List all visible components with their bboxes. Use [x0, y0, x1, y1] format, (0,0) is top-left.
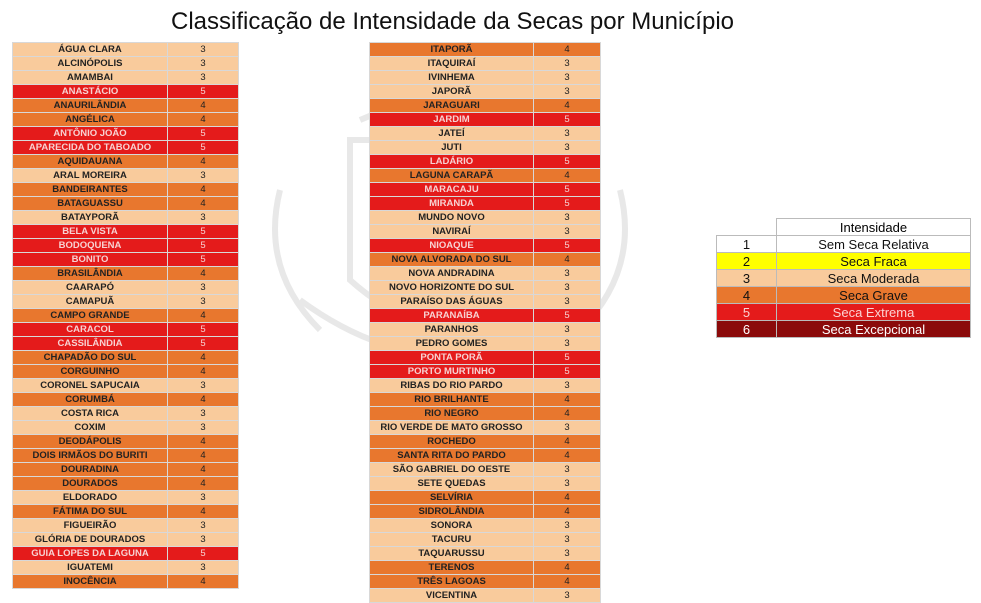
table-row: [370, 253, 601, 267]
intensity-value: 4: [534, 575, 601, 589]
municipality-name: PORTO MURTINHO: [370, 365, 534, 379]
municipality-name: LAGUNA CARAPÃ: [370, 169, 534, 183]
intensity-value: 4: [534, 435, 601, 449]
table-row: [13, 197, 239, 211]
municipality-name: ARAL MOREIRA: [13, 169, 168, 183]
municipality-name: DEODÁPOLIS: [13, 435, 168, 449]
table-row: [13, 393, 239, 407]
table-row: [13, 225, 239, 239]
table-row: [370, 547, 601, 561]
intensity-value: 3: [534, 589, 601, 603]
table-row: [370, 99, 601, 113]
intensity-value: 5: [534, 113, 601, 127]
municipality-name: CHAPADÃO DO SUL: [13, 351, 168, 365]
municipality-name: NAVIRAÍ: [370, 225, 534, 239]
table-row: [13, 155, 239, 169]
legend-label: Seca Moderada: [777, 270, 971, 287]
intensity-value: 4: [168, 477, 239, 491]
intensity-value: 5: [534, 365, 601, 379]
municipality-name: ELDORADO: [13, 491, 168, 505]
municipality-name: IGUATEMI: [13, 561, 168, 575]
table-row: [370, 435, 601, 449]
table-row: [13, 575, 239, 589]
table-row: [370, 211, 601, 225]
intensity-value: 3: [534, 225, 601, 239]
table-row: [370, 533, 601, 547]
intensity-value: 5: [534, 351, 601, 365]
intensity-value: 3: [534, 337, 601, 351]
municipality-name: TRÊS LAGOAS: [370, 575, 534, 589]
table-row: [13, 519, 239, 533]
intensity-value: 4: [534, 99, 601, 113]
municipality-name: GUIA LOPES DA LAGUNA: [13, 547, 168, 561]
municipality-name: CASSILÂNDIA: [13, 337, 168, 351]
table-row: [13, 491, 239, 505]
municipality-name: COSTA RICA: [13, 407, 168, 421]
municipality-name: BRASILÂNDIA: [13, 267, 168, 281]
municipality-name: BANDEIRANTES: [13, 183, 168, 197]
table-row: [370, 197, 601, 211]
intensity-value: 3: [534, 127, 601, 141]
municipality-name: CORONEL SAPUCAIA: [13, 379, 168, 393]
intensity-value: 4: [168, 393, 239, 407]
table-row: [13, 309, 239, 323]
table-row: [13, 477, 239, 491]
table-row: [370, 239, 601, 253]
municipality-name: PARANHOS: [370, 323, 534, 337]
municipality-name: INOCÊNCIA: [13, 575, 168, 589]
municipality-name: RIO BRILHANTE: [370, 393, 534, 407]
table-row: [13, 169, 239, 183]
intensity-value: 4: [534, 407, 601, 421]
table-row: [13, 99, 239, 113]
municipality-name: JARDIM: [370, 113, 534, 127]
municipality-name: CORGUINHO: [13, 365, 168, 379]
table-row: [13, 57, 239, 71]
table-row: [13, 295, 239, 309]
table-row: [370, 337, 601, 351]
legend-value: 6: [717, 321, 777, 338]
municipality-name: NOVA ANDRADINA: [370, 267, 534, 281]
legend-header-blank: [717, 219, 777, 236]
municipality-name: TAQUARUSSU: [370, 547, 534, 561]
intensity-value: 3: [534, 463, 601, 477]
municipality-name: NOVO HORIZONTE DO SUL: [370, 281, 534, 295]
legend-value: 1: [717, 236, 777, 253]
municipality-name: DOIS IRMÃOS DO BURITI: [13, 449, 168, 463]
legend-value: 2: [717, 253, 777, 270]
intensity-value: 5: [534, 183, 601, 197]
municipality-name: ALCINÓPOLIS: [13, 57, 168, 71]
municipality-name: PONTA PORÃ: [370, 351, 534, 365]
intensity-value: 4: [534, 449, 601, 463]
intensity-value: 4: [534, 561, 601, 575]
municipality-name: JATEÍ: [370, 127, 534, 141]
table-row: [370, 575, 601, 589]
intensity-value: 3: [168, 491, 239, 505]
municipality-name: ANASTÁCIO: [13, 85, 168, 99]
municipality-name: GLÓRIA DE DOURADOS: [13, 533, 168, 547]
municipality-name: ROCHEDO: [370, 435, 534, 449]
table-row: [370, 225, 601, 239]
legend-label: Sem Seca Relativa: [777, 236, 971, 253]
legend-row: [717, 270, 971, 287]
municipality-name: ITAQUIRAÍ: [370, 57, 534, 71]
table-row: [13, 239, 239, 253]
table-row: [370, 505, 601, 519]
municipality-name: PARAÍSO DAS ÁGUAS: [370, 295, 534, 309]
intensity-value: 4: [168, 463, 239, 477]
legend-label: Seca Fraca: [777, 253, 971, 270]
table-row: [370, 43, 601, 57]
legend-label: Seca Extrema: [777, 304, 971, 321]
intensity-value: 4: [534, 43, 601, 57]
municipality-name: NOVA ALVORADA DO SUL: [370, 253, 534, 267]
table-row: [13, 43, 239, 57]
intensity-value: 3: [168, 519, 239, 533]
municipality-name: FIGUEIRÃO: [13, 519, 168, 533]
intensity-value: 5: [168, 337, 239, 351]
table-row: [13, 253, 239, 267]
intensity-value: 4: [534, 253, 601, 267]
municipality-name: BODOQUENA: [13, 239, 168, 253]
municipality-name: LADÁRIO: [370, 155, 534, 169]
intensity-value: 3: [168, 561, 239, 575]
table-row: [13, 281, 239, 295]
intensity-value: 4: [534, 505, 601, 519]
legend-value: 5: [717, 304, 777, 321]
municipality-name: CAARAPÓ: [13, 281, 168, 295]
table-row: [13, 337, 239, 351]
municipality-name: TERENOS: [370, 561, 534, 575]
intensity-value: 4: [168, 309, 239, 323]
table-row: [370, 141, 601, 155]
table-row: [13, 561, 239, 575]
intensity-value: 4: [534, 393, 601, 407]
legend-row: [717, 304, 971, 321]
table-row: [13, 421, 239, 435]
table-row: [370, 519, 601, 533]
table-row: [13, 505, 239, 519]
table-row: [370, 169, 601, 183]
table-row: [13, 71, 239, 85]
intensity-value: 3: [168, 71, 239, 85]
intensity-value: 4: [168, 365, 239, 379]
municipality-name: TACURU: [370, 533, 534, 547]
intensity-value: 4: [534, 491, 601, 505]
intensity-value: 3: [534, 547, 601, 561]
table-row: [13, 85, 239, 99]
table-row: [370, 379, 601, 393]
table-row: [13, 449, 239, 463]
table-row: [13, 365, 239, 379]
table-row: [370, 71, 601, 85]
municipality-name: CAMAPUÃ: [13, 295, 168, 309]
table-row: [13, 533, 239, 547]
municipality-name: SANTA RITA DO PARDO: [370, 449, 534, 463]
intensity-value: 3: [534, 281, 601, 295]
legend-row: [717, 253, 971, 270]
table-row: [370, 281, 601, 295]
intensity-value: 3: [534, 211, 601, 225]
municipality-name: COXIM: [13, 421, 168, 435]
municipality-name: PARANAÍBA: [370, 309, 534, 323]
intensity-value: 5: [168, 253, 239, 267]
table-row: [13, 547, 239, 561]
municipality-name: RIO NEGRO: [370, 407, 534, 421]
municipality-name: BONITO: [13, 253, 168, 267]
intensity-value: 5: [168, 85, 239, 99]
intensity-value: 3: [534, 85, 601, 99]
municipality-name: JUTI: [370, 141, 534, 155]
intensity-value: 4: [168, 155, 239, 169]
municipality-name: BELA VISTA: [13, 225, 168, 239]
intensity-value: 3: [534, 519, 601, 533]
intensity-value: 5: [168, 127, 239, 141]
municipality-name: ITAPORÃ: [370, 43, 534, 57]
municipality-name: CARACOL: [13, 323, 168, 337]
intensity-value: 3: [168, 169, 239, 183]
legend-header: Intensidade: [777, 219, 971, 236]
intensity-value: 4: [168, 435, 239, 449]
intensity-value: 5: [168, 323, 239, 337]
intensity-value: 3: [534, 323, 601, 337]
municipality-name: CORUMBÁ: [13, 393, 168, 407]
municipality-name: BATAYPORÃ: [13, 211, 168, 225]
intensity-value: 3: [534, 141, 601, 155]
table-row: [370, 351, 601, 365]
municipality-name: ANTÔNIO JOÃO: [13, 127, 168, 141]
municipality-name: BATAGUASSU: [13, 197, 168, 211]
intensity-value: 3: [168, 533, 239, 547]
intensity-value: 4: [168, 99, 239, 113]
municipality-name: SONORA: [370, 519, 534, 533]
intensity-value: 3: [168, 57, 239, 71]
municipality-name: MARACAJU: [370, 183, 534, 197]
table-row: [13, 351, 239, 365]
legend-row: [717, 321, 971, 338]
intensity-value: 3: [168, 421, 239, 435]
municipality-name: DOURADINA: [13, 463, 168, 477]
intensity-value: 3: [534, 267, 601, 281]
intensity-value: 5: [168, 225, 239, 239]
municipality-name: MIRANDA: [370, 197, 534, 211]
legend-value: 4: [717, 287, 777, 304]
legend-row: [717, 287, 971, 304]
municipality-name: ANAURILÂNDIA: [13, 99, 168, 113]
table-row: [370, 449, 601, 463]
intensity-value: 5: [534, 197, 601, 211]
intensity-value: 4: [534, 169, 601, 183]
municipality-name: PEDRO GOMES: [370, 337, 534, 351]
intensity-value: 5: [534, 239, 601, 253]
intensity-value: 5: [168, 239, 239, 253]
municipality-name: APARECIDA DO TABOADO: [13, 141, 168, 155]
intensity-value: 3: [168, 211, 239, 225]
municipality-name: ÁGUA CLARA: [13, 43, 168, 57]
table-row: [13, 183, 239, 197]
table-row: [13, 127, 239, 141]
municipality-name: SIDROLÂNDIA: [370, 505, 534, 519]
intensity-value: 5: [534, 309, 601, 323]
municipality-name: AQUIDAUANA: [13, 155, 168, 169]
legend-value: 3: [717, 270, 777, 287]
intensity-value: 4: [168, 113, 239, 127]
legend-header-row: [717, 219, 971, 236]
intensity-value: 5: [168, 141, 239, 155]
intensity-legend: [716, 218, 971, 338]
municipality-name: AMAMBAI: [13, 71, 168, 85]
table-row: [370, 561, 601, 575]
table-row: [370, 365, 601, 379]
intensity-value: 3: [534, 295, 601, 309]
legend-label: Seca Excepcional: [777, 321, 971, 338]
table-row: [370, 295, 601, 309]
municipality-name: JAPORÃ: [370, 85, 534, 99]
table-row: [13, 407, 239, 421]
table-row: [370, 407, 601, 421]
table-row: [370, 267, 601, 281]
intensity-value: 3: [534, 379, 601, 393]
table-row: [370, 393, 601, 407]
municipality-name: JARAGUARI: [370, 99, 534, 113]
table-row: [370, 113, 601, 127]
table-row: [370, 127, 601, 141]
intensity-value: 3: [534, 533, 601, 547]
table-row: [370, 421, 601, 435]
municipality-name: FÁTIMA DO SUL: [13, 505, 168, 519]
intensity-value: 5: [534, 155, 601, 169]
table-row: [370, 463, 601, 477]
intensity-value: 4: [168, 505, 239, 519]
intensity-value: 4: [168, 575, 239, 589]
intensity-value: 3: [168, 407, 239, 421]
municipality-name: DOURADOS: [13, 477, 168, 491]
municipality-name: IVINHEMA: [370, 71, 534, 85]
table-row: [370, 323, 601, 337]
table-row: [13, 141, 239, 155]
intensity-value: 4: [168, 197, 239, 211]
table-row: [13, 267, 239, 281]
table-row: [370, 85, 601, 99]
table-row: [13, 323, 239, 337]
table-row: [370, 477, 601, 491]
intensity-value: 4: [168, 267, 239, 281]
table-row: [370, 589, 601, 603]
intensity-value: 3: [534, 71, 601, 85]
table-row: [13, 113, 239, 127]
intensity-value: 4: [168, 449, 239, 463]
municipality-name: CAMPO GRANDE: [13, 309, 168, 323]
table-row: [370, 155, 601, 169]
table-row: [13, 211, 239, 225]
municipality-name: ANGÉLICA: [13, 113, 168, 127]
table-row: [13, 435, 239, 449]
municipality-name: SÃO GABRIEL DO OESTE: [370, 463, 534, 477]
table-row: [370, 491, 601, 505]
table-row: [13, 379, 239, 393]
table-row: [370, 183, 601, 197]
municipalities-table-right: [369, 42, 601, 603]
legend-row: [717, 236, 971, 253]
intensity-value: 4: [168, 351, 239, 365]
legend-label: Seca Grave: [777, 287, 971, 304]
table-row: [370, 57, 601, 71]
intensity-value: 3: [168, 43, 239, 57]
intensity-value: 3: [534, 57, 601, 71]
municipality-name: NIOAQUE: [370, 239, 534, 253]
municipality-name: VICENTINA: [370, 589, 534, 603]
intensity-value: 3: [534, 421, 601, 435]
intensity-value: 3: [168, 281, 239, 295]
municipality-name: RIBAS DO RIO PARDO: [370, 379, 534, 393]
intensity-value: 3: [168, 379, 239, 393]
municipality-name: SELVÍRIA: [370, 491, 534, 505]
municipality-name: SETE QUEDAS: [370, 477, 534, 491]
municipality-name: MUNDO NOVO: [370, 211, 534, 225]
table-row: [13, 463, 239, 477]
intensity-value: 3: [534, 477, 601, 491]
municipalities-table-left: [12, 42, 239, 589]
table-row: [370, 309, 601, 323]
municipality-name: RIO VERDE DE MATO GROSSO: [370, 421, 534, 435]
intensity-value: 4: [168, 183, 239, 197]
page-title: Classificação de Intensidade da Secas por Município: [171, 8, 734, 35]
intensity-value: 5: [168, 547, 239, 561]
intensity-value: 3: [168, 295, 239, 309]
